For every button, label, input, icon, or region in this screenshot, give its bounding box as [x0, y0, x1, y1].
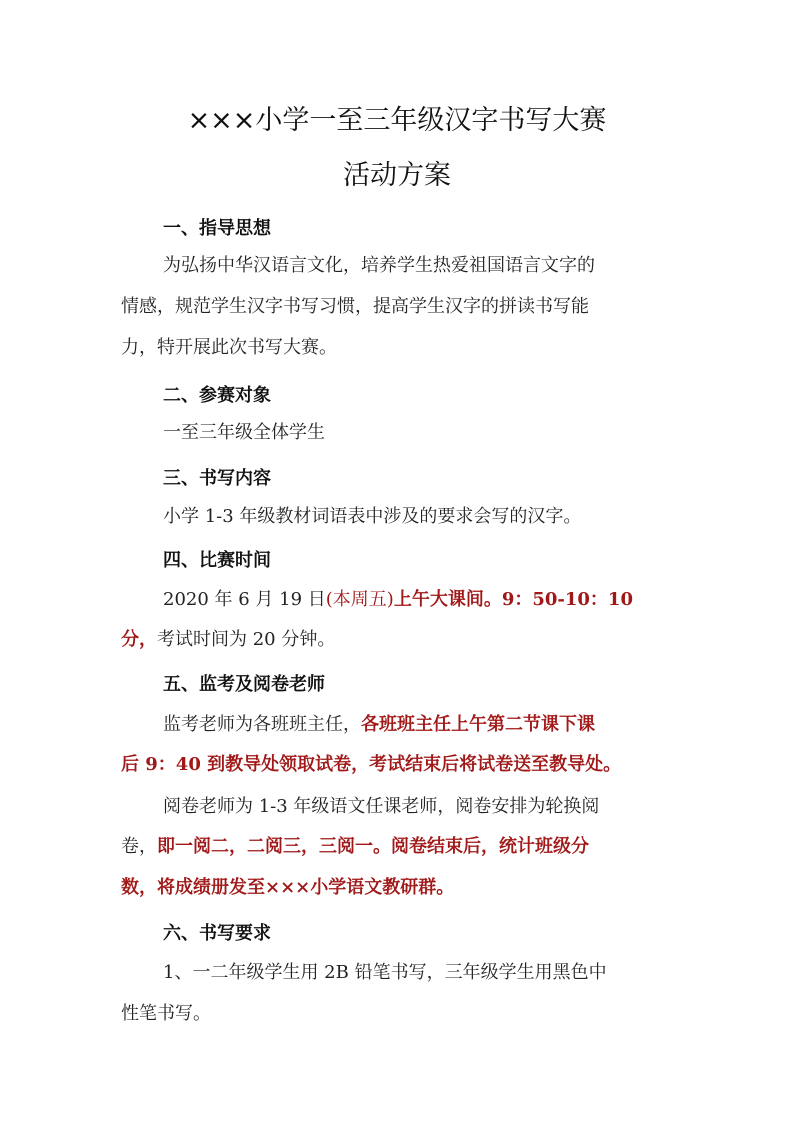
paragraph-line: 1、一二年级学生用 2B 铅笔书写，三年级学生用黑色中 [163, 962, 607, 983]
section-heading-guiding-thought: 一、指导思想 [163, 218, 271, 239]
document-title: ×××小学一至三年级汉字书写大赛 [187, 105, 607, 136]
paragraph-line [121, 620, 681, 660]
weekday-note: (本周五) [325, 589, 394, 610]
time-range: 。9：50-10：10 [483, 589, 633, 610]
paragraph-line: 力，特开展此次书写大赛。 [121, 337, 337, 358]
time-range-end: 分， [121, 629, 157, 650]
paragraph-line-highlight: 后 9：40 到教导处领取试卷，考试结束后将试卷送至教导处。 [121, 754, 622, 775]
grading-prefix: 卷， [121, 836, 157, 857]
paragraph-line [121, 827, 681, 867]
document-subtitle: 活动方案 [343, 160, 451, 191]
paragraph-line: 性笔书写。 [121, 1003, 211, 1024]
paragraph-line: 情感，规范学生汉字书写习惯，提高学生汉字的拼读书写能 [121, 296, 589, 317]
section-heading-time: 四、比赛时间 [163, 550, 271, 571]
section-heading-participants: 二、参赛对象 [163, 385, 271, 406]
time-slot: 上午大课间 [393, 589, 484, 610]
paragraph-line: 小学 1-3 年级教材词语表中涉及的要求会写的汉字。 [163, 506, 582, 527]
section-heading-requirements: 六、书写要求 [163, 923, 271, 944]
proctor-text: 监考老师为各班班主任， [163, 714, 361, 735]
duration-text: 考试时间为 20 分钟。 [157, 629, 336, 650]
paragraph-line-highlight: 数，将成绩册发至×××小学语文教研群。 [121, 877, 455, 898]
grading-instruction: 即一阅二，二阅三，三阅一。阅卷结束后，统计班级分 [157, 836, 589, 857]
paragraph-line: 阅卷老师为 1-3 年级语文任课老师，阅卷安排为轮换阅 [163, 796, 600, 817]
paragraph-line: 为弘扬中华汉语言文化，培养学生热爱祖国语言文字的 [163, 255, 595, 276]
section-heading-teachers: 五、监考及阅卷老师 [163, 674, 325, 695]
date-text: 2020 年 6 月 19 日 [163, 589, 326, 610]
proctor-instruction: 各班班主任上午第二节课下课 [361, 714, 595, 735]
section-heading-content: 三、书写内容 [163, 468, 271, 489]
paragraph-line [121, 580, 723, 620]
paragraph-line: 一至三年级全体学生 [163, 422, 325, 443]
paragraph-line [121, 705, 723, 745]
